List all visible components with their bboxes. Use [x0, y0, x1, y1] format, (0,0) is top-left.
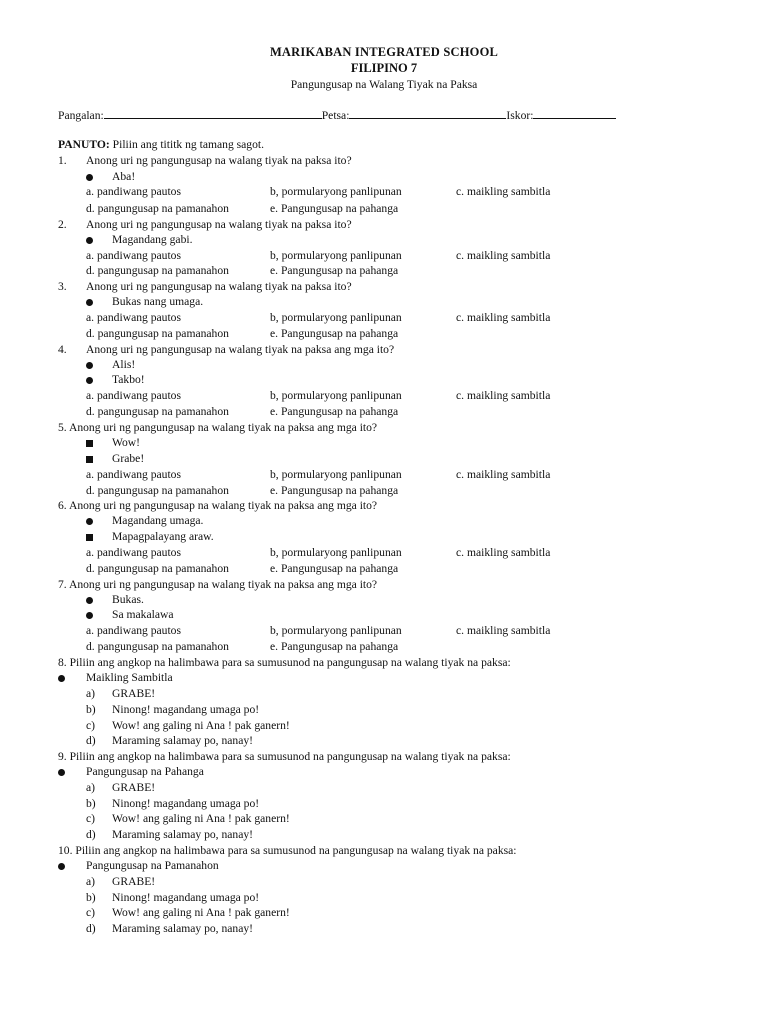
choice-c: c. maikling sambitla	[456, 546, 551, 559]
question-9-topic: Pangungusap na Pahanga	[86, 765, 204, 778]
choice-b: b, pormularyong panlipunan	[270, 468, 402, 481]
question-4-item: Takbo!	[112, 373, 145, 386]
question-6-text: 6. Anong uri ng pangungusap na walang tiyak na paksa ang mga ito?	[58, 499, 378, 512]
choice-e: e. Pangungusap na pahanga	[270, 484, 399, 497]
choice-e: e. Pangungusap na pahanga	[270, 405, 399, 418]
choice-d: d. pangungusap na pamanahon	[86, 562, 229, 575]
directions-text: Piliin ang tititk ng tamang sagot.	[112, 138, 265, 151]
name-blank[interactable]	[104, 107, 322, 119]
square-bullet-icon	[86, 534, 93, 541]
school-name: MARIKABAN INTEGRATED SCHOOL	[269, 45, 499, 59]
choice-d: d. pangungusap na pamanahon	[86, 484, 229, 497]
question-1-number: 1.	[58, 154, 67, 167]
option-b-mark: b)	[86, 797, 96, 810]
score-blank[interactable]	[533, 107, 616, 119]
date-blank[interactable]	[349, 107, 506, 119]
choice-a: a. pandiwang pautos	[86, 389, 181, 402]
option-b-mark: b)	[86, 703, 96, 716]
question-5-item: Wow!	[112, 436, 141, 449]
bullet-icon	[58, 863, 65, 870]
choice-a: a. pandiwang pautos	[86, 185, 181, 198]
question-2-item: Magandang gabi.	[112, 233, 193, 246]
square-bullet-icon	[86, 456, 93, 463]
choice-d: d. pangungusap na pamanahon	[86, 264, 229, 277]
option-b-mark: b)	[86, 891, 96, 904]
question-8-text: 8. Piliin ang angkop na halimbawa para sa sumusunod na pangungusap na walang tiyak na paksa:	[58, 656, 511, 669]
option-d-mark: d)	[86, 734, 96, 747]
option-c-mark: c)	[86, 906, 96, 919]
bullet-icon	[86, 362, 93, 369]
choice-b: b, pormularyong panlipunan	[270, 624, 402, 637]
question-10-text: 10. Piliin ang angkop na halimbawa para sa sumusunod na pangungusap na walang tiyak na paksa:	[58, 844, 517, 857]
question-3-text: Anong uri ng pangungusap na walang tiyak na paksa ito?	[86, 280, 352, 293]
question-7-text: 7. Anong uri ng pangungusap na walang tiyak na paksa ang mga ito?	[58, 578, 378, 591]
option-a-mark: a)	[86, 781, 96, 794]
choice-d: d. pangungusap na pamanahon	[86, 202, 229, 215]
question-5-text: 5. Anong uri ng pangungusap na walang tiyak na paksa ang mga ito?	[58, 421, 378, 434]
choice-d: d. pangungusap na pamanahon	[86, 405, 229, 418]
question-3-number: 3.	[58, 280, 67, 293]
topic-title: Pangungusap na Walang Tiyak na Paksa	[290, 78, 478, 91]
option-a-mark: a)	[86, 687, 96, 700]
info-line	[58, 107, 616, 122]
bullet-icon	[86, 237, 93, 244]
bullet-icon	[86, 597, 93, 604]
question-5-item: Grabe!	[112, 452, 145, 465]
choice-c: c. maikling sambitla	[456, 389, 551, 402]
bullet-icon	[86, 377, 93, 384]
option-c: Wow! ang galing ni Ana ! pak ganern!	[112, 719, 290, 732]
option-d: Maraming salamay po, nanay!	[112, 922, 254, 935]
option-c-mark: c)	[86, 812, 96, 825]
choice-a: a. pandiwang pautos	[86, 468, 181, 481]
option-d: Maraming salamay po, nanay!	[112, 734, 254, 747]
choice-e: e. Pangungusap na pahanga	[270, 640, 399, 653]
choice-a: a. pandiwang pautos	[86, 311, 181, 324]
question-1-text: Anong uri ng pangungusap na walang tiyak na paksa ito?	[86, 154, 352, 167]
option-d-mark: d)	[86, 922, 96, 935]
choice-e: e. Pangungusap na pahanga	[270, 327, 399, 340]
date-label: Petsa:	[321, 109, 350, 122]
option-b: Ninong! magandang umaga po!	[112, 703, 260, 716]
option-a: GRABE!	[112, 687, 156, 700]
question-2-number: 2.	[58, 218, 67, 231]
question-6-item: Magandang umaga.	[112, 514, 204, 527]
option-c: Wow! ang galing ni Ana ! pak ganern!	[112, 906, 290, 919]
choice-c: c. maikling sambitla	[456, 185, 551, 198]
option-a: GRABE!	[112, 781, 156, 794]
option-c-mark: c)	[86, 719, 96, 732]
choice-c: c. maikling sambitla	[456, 468, 551, 481]
directions	[58, 138, 264, 151]
question-3-item: Bukas nang umaga.	[112, 295, 204, 308]
choice-a: a. pandiwang pautos	[86, 624, 181, 637]
option-b: Ninong! magandang umaga po!	[112, 891, 260, 904]
bullet-icon	[58, 675, 65, 682]
option-d: Maraming salamay po, nanay!	[112, 828, 254, 841]
question-7-item: Bukas.	[112, 593, 144, 606]
question-10-topic: Pangungusap na Pamanahon	[86, 859, 219, 872]
question-4-text: Anong uri ng pangungusap na walang tiyak na paksa ang mga ito?	[86, 343, 395, 356]
option-d-mark: d)	[86, 828, 96, 841]
option-c: Wow! ang galing ni Ana ! pak ganern!	[112, 812, 290, 825]
bullet-icon	[86, 299, 93, 306]
choice-e: e. Pangungusap na pahanga	[270, 562, 399, 575]
option-a: GRABE!	[112, 875, 156, 888]
choice-d: d. pangungusap na pamanahon	[86, 327, 229, 340]
choice-c: c. maikling sambitla	[456, 311, 551, 324]
option-b: Ninong! magandang umaga po!	[112, 797, 260, 810]
bullet-icon	[86, 612, 93, 619]
choice-b: b, pormularyong panlipunan	[270, 546, 402, 559]
directions-label: PANUTO:	[58, 138, 110, 151]
choice-a: a. pandiwang pautos	[86, 249, 181, 262]
option-a-mark: a)	[86, 875, 96, 888]
choice-b: b, pormularyong panlipunan	[270, 249, 402, 262]
choice-e: e. Pangungusap na pahanga	[270, 264, 399, 277]
choice-b: b, pormularyong panlipunan	[270, 185, 402, 198]
square-bullet-icon	[86, 440, 93, 447]
subject-title: FILIPINO 7	[350, 61, 418, 75]
question-9-text: 9. Piliin ang angkop na halimbawa para sa sumusunod na pangungusap na walang tiyak na paksa:	[58, 750, 511, 763]
bullet-icon	[86, 174, 93, 181]
choice-c: c. maikling sambitla	[456, 249, 551, 262]
choice-e: e. Pangungusap na pahanga	[270, 202, 399, 215]
question-1-item: Aba!	[112, 170, 136, 183]
question-7-item: Sa makalawa	[112, 608, 174, 621]
question-2-text: Anong uri ng pangungusap na walang tiyak na paksa ito?	[86, 218, 352, 231]
choice-a: a. pandiwang pautos	[86, 546, 181, 559]
bullet-icon	[58, 769, 65, 776]
question-6-item: Mapagpalayang araw.	[112, 530, 214, 543]
name-label: Pangalan:	[58, 109, 104, 122]
choice-b: b, pormularyong panlipunan	[270, 311, 402, 324]
score-label: Iskor:	[506, 109, 534, 122]
choice-c: c. maikling sambitla	[456, 624, 551, 637]
question-8-topic: Maikling Sambitla	[86, 671, 173, 684]
bullet-icon	[86, 518, 93, 525]
choice-d: d. pangungusap na pamanahon	[86, 640, 229, 653]
question-4-item: Alis!	[112, 358, 136, 371]
choice-b: b, pormularyong panlipunan	[270, 389, 402, 402]
question-4-number: 4.	[58, 343, 67, 356]
